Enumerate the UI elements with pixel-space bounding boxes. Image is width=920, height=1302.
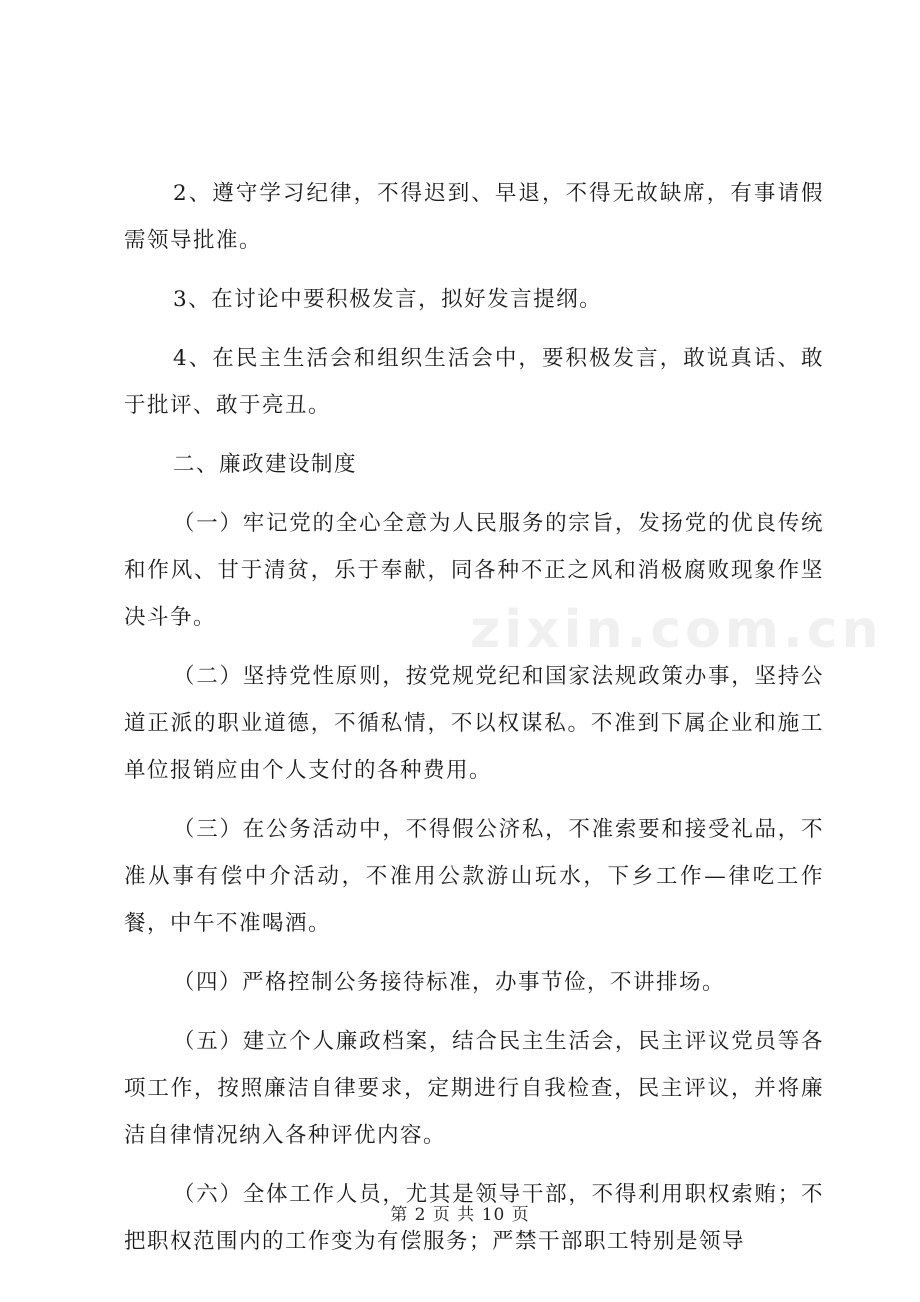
paragraph-democratic-meeting: 4、在民主生活会和组织生活会中，要积极发言，敢说真话、敢于批评、敢于亮丑。 (124, 346, 824, 418)
paragraph-item-3: （三）在公务活动中，不得假公济私，不准索要和接受礼品，不准从事有偿中介活动，不准用公款游山玩水，下乡工作—律吃工作餐，中午不准喝酒。 (124, 817, 824, 936)
section-heading-integrity: 二、廉政建设制度 (173, 452, 358, 477)
paragraph-discussion: 3、在讨论中要积极发言，拟好发言提纲。 (173, 287, 603, 312)
paragraph-study-discipline: 2、遵守学习纪律，不得迟到、早退，不得无故缺席，有事请假需领导批准。 (124, 181, 824, 253)
paragraph-item-4: （四）严格控制公务接待标准，办事节俭，不讲排场。 (173, 970, 726, 995)
paragraph-item-1: （一）牢记党的全心全意为人民服务的宗旨，发扬党的优良传统和作风、甘于清贫，乐于奉献，同各种不正之风和消极腐败现象作坚决斗争。 (124, 511, 824, 630)
page-footer: 第 2 页 共 10 页 (390, 1205, 530, 1225)
paragraph-item-6: （六）全体工作人员，尤其是领导干部，不得利用职权索贿；不把职权范围内的工作变为有偿服务；严禁干部职工特别是领导 (124, 1182, 824, 1254)
paragraph-item-2: （二）坚持党性原则，按党规党纪和国家法规政策办事，坚持公道正派的职业道德，不循私情，不以权谋私。不准到下属企业和施工单位报销应由个人支付的各种费用。 (124, 664, 824, 783)
watermark: zixin.com.cn (470, 600, 883, 660)
document-body (124, 170, 824, 1265)
paragraph-item-5: （五）建立个人廉政档案，结合民主生活会，民主评议党员等各项工作，按照廉洁自律要求，定期进行自我检查，民主评议，并将廉洁自律情况纳入各种评优内容。 (124, 1029, 824, 1148)
